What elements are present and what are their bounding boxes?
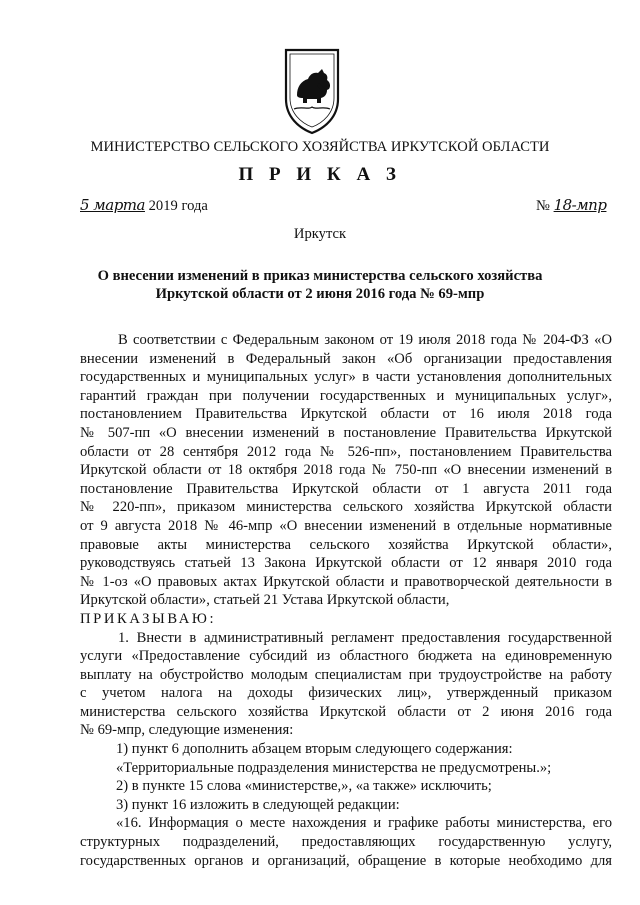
body-line: с учетом налога на доходы физических лиц», утвержденный приказом (80, 685, 612, 702)
body-line: правовые акты министерства сельского хозяйства Иркутской области», (80, 536, 612, 553)
document-number (536, 196, 606, 215)
ministry-name: МИНИСТЕРСТВО СЕЛЬСКОГО ХОЗЯЙСТВА ИРКУТСКОЙ ОБЛАСТИ (90, 139, 550, 155)
body-line: области от 28 сентября 2012 года № 526-пп», постановлением Правительства (80, 443, 612, 460)
body-line: № 507-пп «О внесении изменений в постановление Правительства Иркутской (80, 424, 612, 441)
document-title (70, 267, 570, 303)
body-line: № 69-мпр, следующие изменения: (80, 722, 294, 739)
body-line: В соответствии с Федеральным законом от 19 июля 2018 года № 204-ФЗ «О (118, 332, 612, 348)
order-keyword: ПРИКАЗЫВАЮ: (80, 610, 217, 627)
body-line: «Территориальные подразделения министерства не предусмотрены.»; (116, 759, 552, 776)
body-line: государственных органов и организаций, обращение в которые необходимо для (80, 852, 612, 869)
body-line: 3) пункт 16 изложить в следующей редакции: (116, 796, 400, 813)
body-line: 1. Внести в административный регламент предоставления государственной (118, 629, 612, 646)
body-line: гарантий граждан при получении государственных и муниципальных услуг», (80, 387, 612, 404)
number-sign: № (536, 198, 550, 214)
body-line: «16. Информация о месте нахождения и графике работы министерства, его (116, 815, 612, 832)
handwritten-number: 18-мпр (553, 196, 607, 214)
body-line: № 220-пп», приказом министерства сельского хозяйства Иркутской области (80, 499, 612, 516)
body-line: постановлением Правительства Иркутской области от 16 июля 2018 года (80, 406, 612, 423)
body-line: постановление Правительства Иркутской области от 1 августа 2011 года (80, 480, 612, 497)
body-line: от 9 августа 2018 № 46-мпр «О внесении изменений в отдельные нормативные (80, 517, 612, 534)
body-line: министерства сельского хозяйства Иркутской области от 2 июня 2016 года (80, 703, 612, 720)
body-line: услуги «Предоставление субсидий из областного бюджета на единовременную (80, 648, 612, 665)
body-line: государственных и муниципальных услуг» в части установления дополнительных (80, 369, 612, 386)
date-year: 2019 года (148, 198, 208, 214)
handwritten-date: 5 марта (80, 196, 145, 214)
document-type: П Р И К А З (238, 164, 402, 185)
city-name: Иркутск (293, 226, 347, 242)
body-line: выплату на обустройство молодым специалистам при трудоустройстве на работу (80, 666, 612, 683)
body-line: Иркутской области от 18 октября 2018 года № 750-пп «О внесении изменений в (80, 462, 612, 479)
body-line: Иркутской области», статьей 21 Устава Иркутской области, (80, 592, 450, 609)
body-line: руководствуясь статьей 13 Закона Иркутской области от 12 января 2010 года (80, 555, 612, 572)
body-line: внесении изменений в Федеральный закон «Об организации предоставления (80, 350, 612, 367)
document-date (80, 196, 208, 215)
irkutsk-coat-of-arms-icon (283, 47, 341, 135)
body-line: 2) в пункте 15 слова «министерстве,», «а также» исключить; (116, 778, 492, 795)
body-line: структурных подразделений, предоставляющих государственную услугу, (80, 834, 612, 851)
document-body (80, 331, 612, 870)
title-line: Иркутской области от 2 июня 2016 года № 69-мпр (155, 286, 485, 302)
body-line: 1) пункт 6 дополнить абзацем вторым следующего содержания: (116, 741, 513, 758)
body-line: № 1-оз «О правовых актах Иркутской области и правотворческой деятельности в (80, 573, 612, 590)
title-line: О внесении изменений в приказ министерства сельского хозяйства (97, 268, 543, 284)
